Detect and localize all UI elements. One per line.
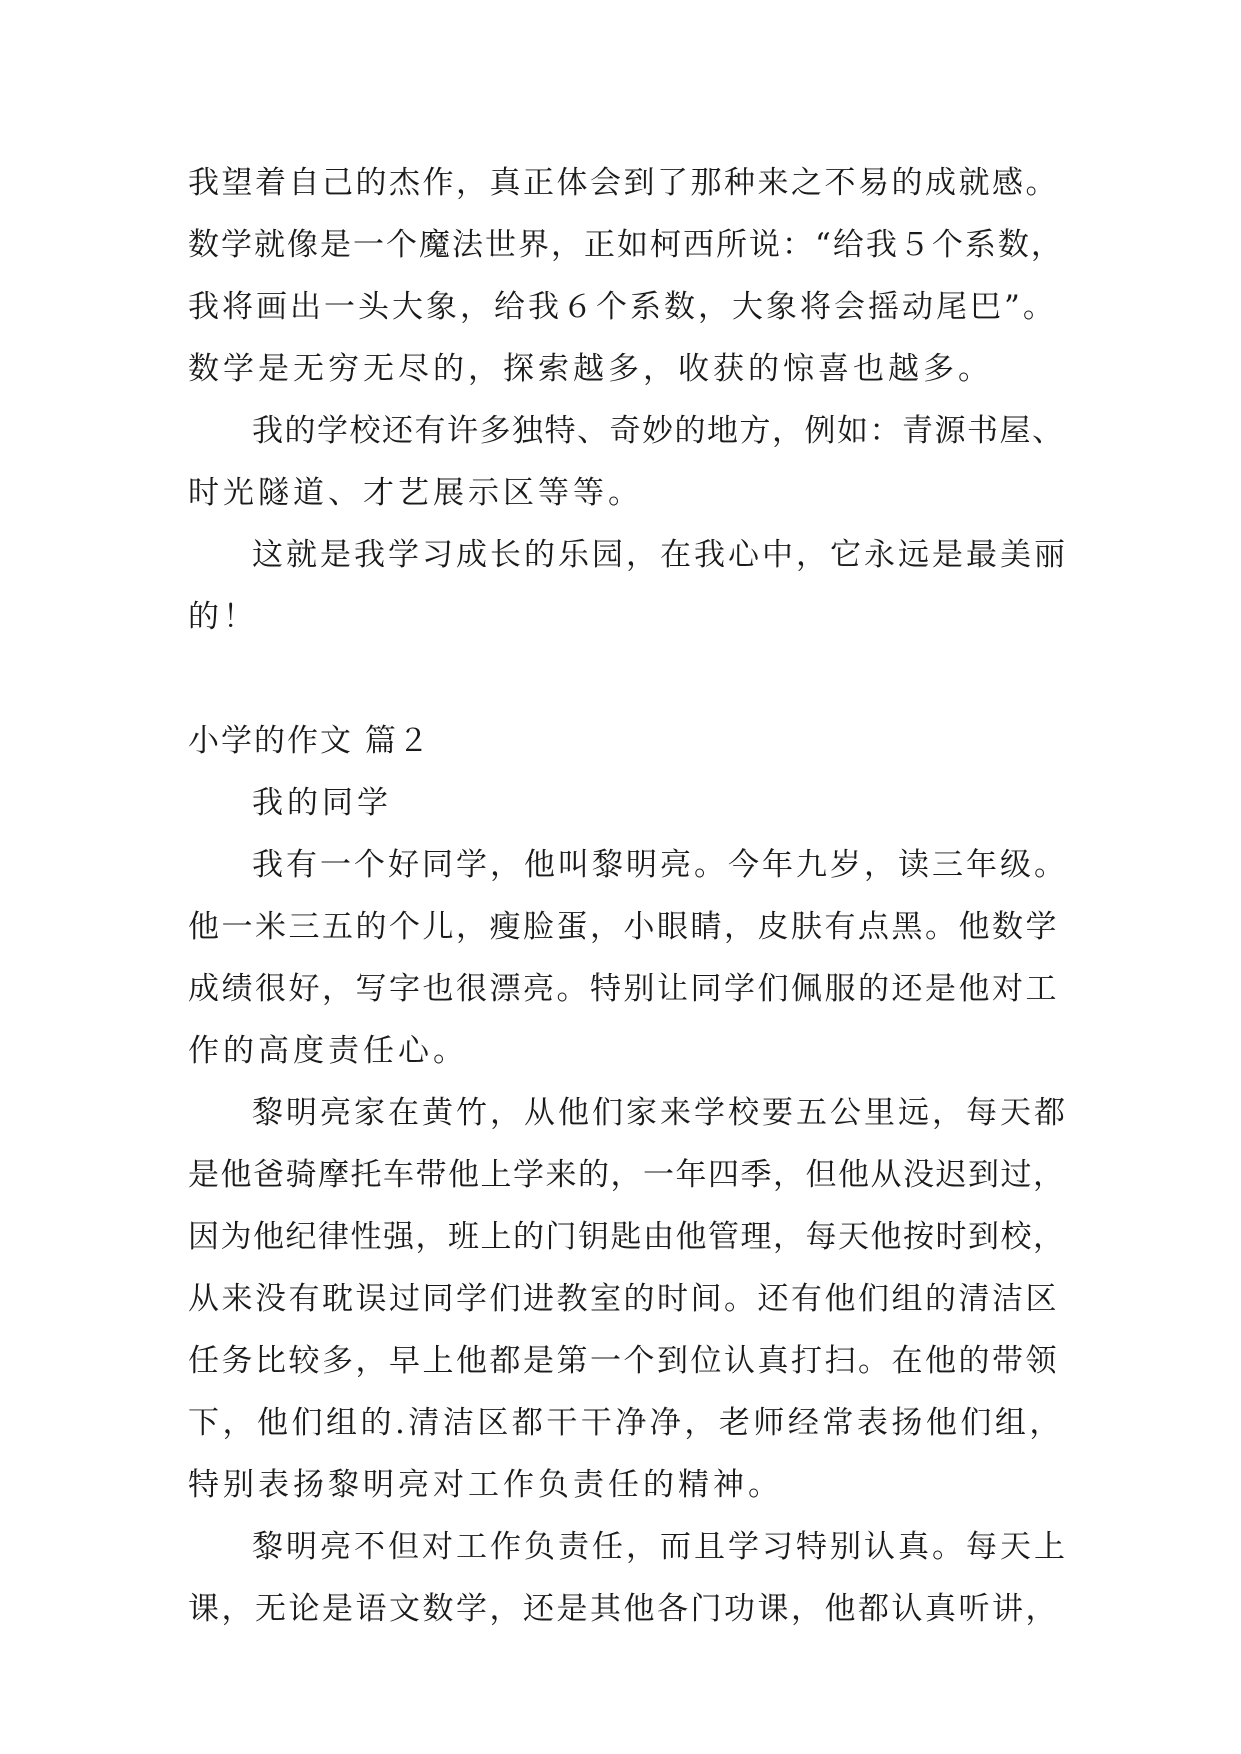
paragraph-line: 任务比较多，早上他都是第一个到位认真打扫。在他的带领 bbox=[188, 1343, 1059, 1379]
paragraph-line: 他一米三五的个儿，瘦脸蛋，小眼睛，皮肤有点黑。他数学 bbox=[188, 909, 1059, 945]
paragraph-line: 我望着自己的杰作，真正体会到了那种来之不易的成就感。 bbox=[188, 165, 1059, 201]
paragraph-line: 黎明亮不但对工作负责任，而且学习特别认真。每天上 bbox=[252, 1529, 1068, 1565]
paragraph-line: 的！ bbox=[188, 599, 258, 635]
paragraph-line: 黎明亮家在黄竹，从他们家来学校要五公里远，每天都 bbox=[252, 1095, 1068, 1131]
section-heading: 小学的作文 篇２ bbox=[188, 723, 431, 759]
paragraph-line: 时光隧道、才艺展示区等等。 bbox=[188, 475, 643, 511]
paragraph-line: 我有一个好同学，他叫黎明亮。今年九岁，读三年级。 bbox=[252, 847, 1068, 883]
paragraph-line: 我将画出一头大象，给我６个系数，大象将会摇动尾巴”。 bbox=[188, 289, 1057, 325]
paragraph-line: 数学就像是一个魔法世界，正如柯西所说：“给我５个系数， bbox=[188, 227, 1064, 263]
essay-title: 我的同学 bbox=[252, 785, 392, 821]
paragraph-line: 下，他们组的.清洁区都干干净净，老师经常表扬他们组， bbox=[188, 1405, 1064, 1441]
paragraph-line: 课，无论是语文数学，还是其他各门功课，他都认真听讲， bbox=[188, 1591, 1059, 1627]
paragraph-line: 是他爸骑摩托车带他上学来的，一年四季，但他从没迟到过， bbox=[188, 1157, 1066, 1193]
paragraph-line: 成绩很好，写字也很漂亮。特别让同学们佩服的还是他对工 bbox=[188, 971, 1059, 1007]
paragraph-line: 特别表扬黎明亮对工作负责任的精神。 bbox=[188, 1467, 783, 1503]
section-2 bbox=[188, 710, 1068, 1640]
section-1 bbox=[188, 152, 1068, 648]
paragraph-line: 这就是我学习成长的乐园，在我心中，它永远是最美丽 bbox=[252, 537, 1068, 573]
paragraph-line: 数学是无穷无尽的，探索越多，收获的惊喜也越多。 bbox=[188, 351, 993, 387]
document-page bbox=[188, 152, 1068, 1640]
paragraph-line: 因为他纪律性强，班上的门钥匙由他管理，每天他按时到校， bbox=[188, 1219, 1066, 1255]
paragraph-line: 作的高度责任心。 bbox=[188, 1033, 468, 1069]
paragraph-line: 我的学校还有许多独特、奇妙的地方，例如：青源书屋、 bbox=[252, 413, 1065, 449]
section-gap bbox=[188, 648, 1068, 710]
paragraph-line: 从来没有耽误过同学们进教室的时间。还有他们组的清洁区 bbox=[188, 1281, 1059, 1317]
